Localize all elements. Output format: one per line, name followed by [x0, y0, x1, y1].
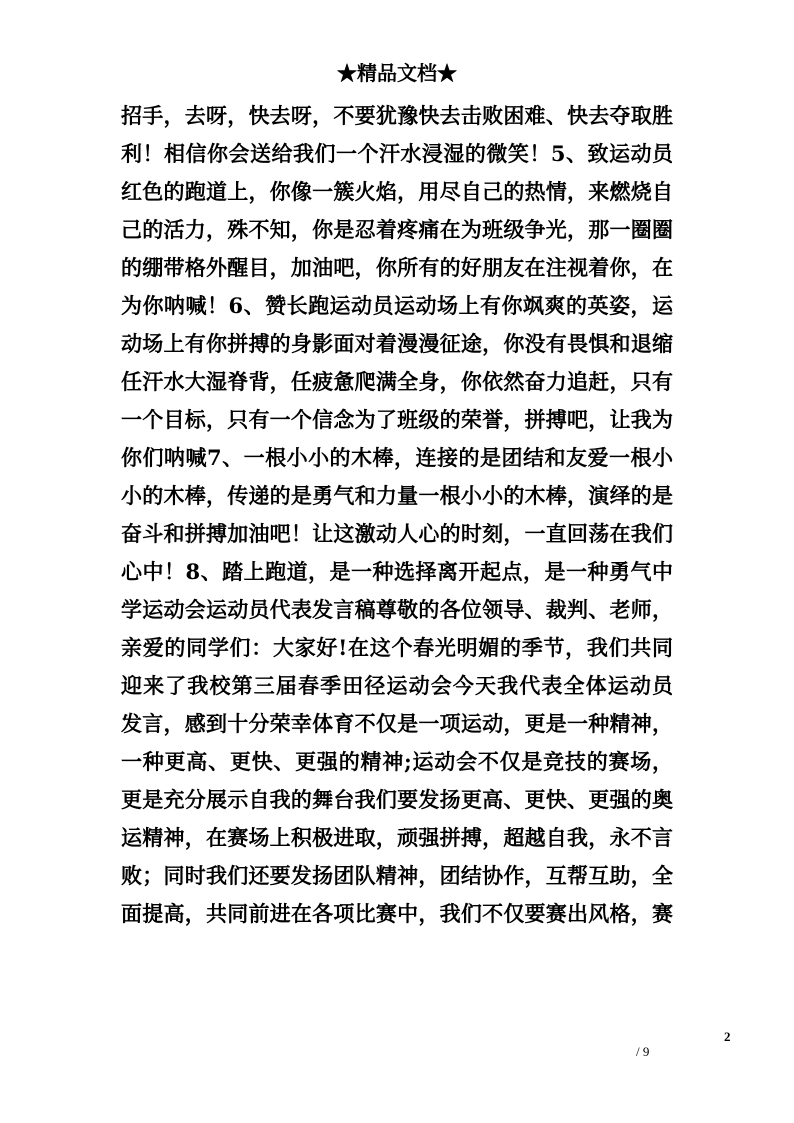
text-line: 招手，去呀，快去呀，不要犹豫快去击败困难、快去夺取胜	[121, 103, 673, 128]
text-line: 面提高，共同前进在各项比赛中，我们不仅要赛出风格，赛	[121, 901, 673, 926]
page-number: 2	[724, 1029, 731, 1044]
text-line: 红色的跑道上，你像一簇火焰，用尽自己的热情，来燃烧自	[121, 179, 673, 204]
text-line: 己的活力，殊不知，你是忍着疼痛在为班级争光，那一圈圈	[121, 217, 673, 242]
page-total: / 9	[636, 1044, 650, 1059]
text-line: 更是充分展示自我的舞台我们要发扬更高、更快、更强的奥	[121, 787, 673, 812]
text-line: 为你呐喊！6、赞长跑运动员运动场上有你飒爽的英姿，运	[121, 293, 673, 318]
text-line: 一个目标，只有一个信念为了班级的荣誉，拼搏吧，让我为	[121, 407, 673, 432]
text-line: 发言，感到十分荣幸体育不仅是一项运动，更是一种精神，	[121, 711, 673, 736]
text-line: 利！相信你会送给我们一个汗水浸湿的微笑！5、致运动员	[121, 141, 673, 166]
text-line: 你们呐喊7、一根小小的木棒，连接的是团结和友爱一根小	[121, 445, 673, 470]
text-line: 心中！8、踏上跑道，是一种选择离开起点，是一种勇气中	[121, 559, 673, 584]
document-header-title: ★精品文档★	[337, 61, 457, 85]
text-line: 一种更高、更快、更强的精神;运动会不仅是竞技的赛场，	[121, 749, 673, 774]
text-line: 任汗水大湿脊背，任疲惫爬满全身，你依然奋力追赶，只有	[121, 369, 673, 394]
text-line: 奋斗和拼搏加油吧！让这激动人心的时刻，一直回荡在我们	[121, 521, 673, 546]
text-line: 败；同时我们还要发扬团队精神，团结协作，互帮互助，全	[121, 863, 673, 888]
text-line: 的绷带格外醒目，加油吧，你所有的好朋友在注视着你，在	[121, 255, 673, 280]
text-line: 动场上有你拼搏的身影面对着漫漫征途，你没有畏惧和退缩	[121, 331, 673, 356]
text-line: 迎来了我校第三届春季田径运动会今天我代表全体运动员	[121, 673, 673, 698]
text-line: 亲爱的同学们：大家好!在这个春光明媚的季节，我们共同	[121, 635, 673, 660]
document-body	[121, 97, 673, 933]
text-line: 运精神，在赛场上积极进取，顽强拼搏，超越自我，永不言	[121, 825, 673, 850]
text-line: 小的木棒，传递的是勇气和力量一根小小的木棒，演绎的是	[121, 483, 673, 508]
text-line: 学运动会运动员代表发言稿尊敬的各位领导、裁判、老师，	[121, 597, 673, 622]
